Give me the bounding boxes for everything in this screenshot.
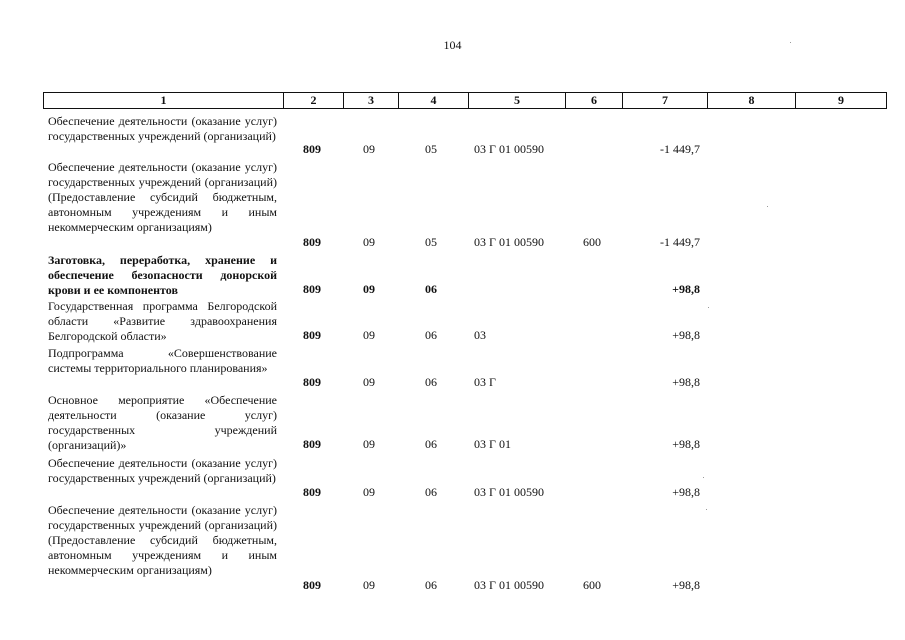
cell-col-4: 05 <box>425 142 437 156</box>
scan-speck <box>708 307 709 308</box>
scan-speck <box>790 42 791 43</box>
header-col-1: 1 <box>44 93 284 109</box>
cell-col-2: 809 <box>303 328 321 342</box>
cell-col-2: 809 <box>303 282 321 296</box>
cell-col-5: 03 <box>474 328 486 342</box>
cell-col-7: +98,8 <box>672 282 700 296</box>
cell-col-5: 03 Г <box>474 375 496 389</box>
cell-col-7: -1 449,7 <box>660 235 700 249</box>
cell-col-2: 809 <box>303 235 321 249</box>
cell-col-4: 05 <box>425 235 437 249</box>
cell-col-4: 06 <box>425 328 437 342</box>
cell-col-3: 09 <box>363 282 375 296</box>
cell-col-2: 809 <box>303 437 321 451</box>
cell-col-6: 600 <box>583 235 601 249</box>
cell-col-2: 809 <box>303 142 321 156</box>
cell-col-3: 09 <box>363 328 375 342</box>
row-name: Обеспечение деятельности (оказание услуг) государственных учреждений (организаций) (Предоставление субсидий бюджетным, автономным учреждениям и иным некоммерческим организациям) <box>48 160 277 234</box>
cell-col-2: 809 <box>303 578 321 592</box>
row-name: Заготовка, переработка, хранение и обеспечение безопасности донорской крови и ее компонентов <box>48 253 277 297</box>
row-name: Обеспечение деятельности (оказание услуг) государственных учреждений (организаций) (Предоставление субсидий бюджетным, автономным учреждениям и иным некоммерческим организациям) <box>48 503 277 577</box>
row-name: Обеспечение деятельности (оказание услуг) государственных учреждений (организаций) <box>48 114 277 143</box>
header-col-8: 8 <box>708 93 796 109</box>
scan-speck <box>767 206 768 207</box>
cell-col-2: 809 <box>303 485 321 499</box>
header-col-2: 2 <box>284 93 344 109</box>
cell-col-5: 03 Г 01 00590 <box>474 235 544 249</box>
cell-col-7: +98,8 <box>672 485 700 499</box>
row-name: Подпрограмма «Совершенствование системы территориального планирования» <box>48 346 277 375</box>
cell-col-3: 09 <box>363 375 375 389</box>
cell-col-3: 09 <box>363 235 375 249</box>
cell-col-3: 09 <box>363 485 375 499</box>
header-col-5: 5 <box>469 93 566 109</box>
cell-col-3: 09 <box>363 578 375 592</box>
cell-col-5: 03 Г 01 <box>474 437 511 451</box>
cell-col-7: -1 449,7 <box>660 142 700 156</box>
cell-col-4: 06 <box>425 578 437 592</box>
row-name: Основное мероприятие «Обеспечение деятельности (оказание услуг) государственных учреждений (организаций)» <box>48 393 277 452</box>
cell-col-4: 06 <box>425 437 437 451</box>
row-name: Государственная программа Белгородской области «Развитие здравоохранения Белгородской области» <box>48 299 277 343</box>
scan-speck <box>703 477 704 478</box>
cell-col-4: 06 <box>425 485 437 499</box>
row-name: Обеспечение деятельности (оказание услуг) государственных учреждений (организаций) <box>48 456 277 485</box>
cell-col-4: 06 <box>425 375 437 389</box>
cell-col-6: 600 <box>583 578 601 592</box>
header-col-7: 7 <box>623 93 708 109</box>
header-col-6: 6 <box>566 93 623 109</box>
header-col-9: 9 <box>796 93 887 109</box>
cell-col-3: 09 <box>363 437 375 451</box>
cell-col-5: 03 Г 01 00590 <box>474 578 544 592</box>
page-number: 104 <box>443 38 462 52</box>
cell-col-3: 09 <box>363 142 375 156</box>
cell-col-2: 809 <box>303 375 321 389</box>
cell-col-7: +98,8 <box>672 328 700 342</box>
cell-col-7: +98,8 <box>672 437 700 451</box>
cell-col-5: 03 Г 01 00590 <box>474 485 544 499</box>
cell-col-7: +98,8 <box>672 578 700 592</box>
header-col-3: 3 <box>344 93 399 109</box>
cell-col-7: +98,8 <box>672 375 700 389</box>
cell-col-4: 06 <box>425 282 437 296</box>
scan-speck <box>706 509 707 510</box>
header-col-4: 4 <box>399 93 469 109</box>
cell-col-5: 03 Г 01 00590 <box>474 142 544 156</box>
table-header <box>43 92 887 109</box>
